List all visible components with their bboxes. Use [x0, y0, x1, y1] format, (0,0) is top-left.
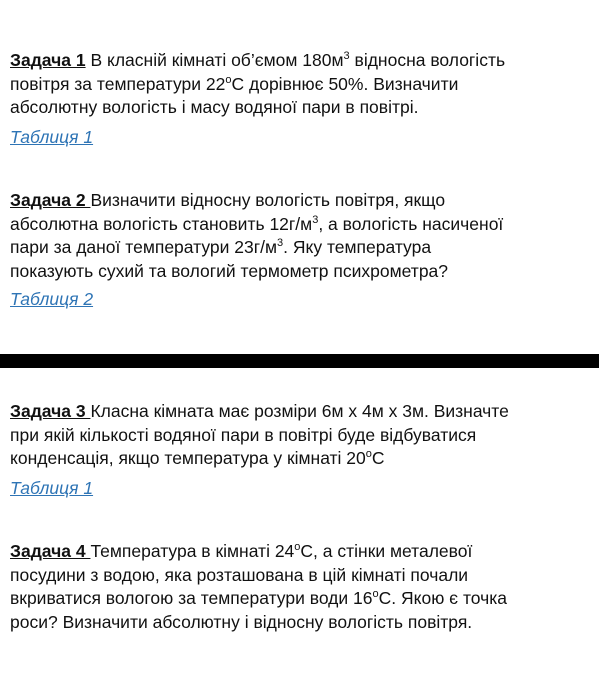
task-line: вкриватися вологою за температури води 16$^o$С. Якою є точка: [10, 588, 508, 608]
task-line: роси? Визначити абсолютну і відносну вологість повітря.: [10, 611, 473, 632]
task-line: повітря за температури 22$^o$С дорівнює 50%. Визначити: [10, 73, 459, 94]
task-2: [10, 189, 590, 283]
task-4: [10, 540, 590, 634]
task-line: конденсація, якщо температура у кімнаті 20$^o$С: [10, 448, 385, 468]
task-line: Температура в кімнаті 24$^o$С, а стінки металевої: [90, 541, 473, 561]
task-2-title: Задача 2: [10, 190, 91, 210]
task-line: при якій кількості водяної пари в повітрі буде відбуватися: [10, 424, 477, 445]
task-line: посудини з водою, яка розташована в цій кімнаті почали: [10, 564, 469, 585]
task-3: [10, 400, 590, 471]
table-2-link[interactable]: Таблиця 2: [10, 289, 94, 309]
task-line: показують сухий та вологий термометр психрометра?: [10, 260, 449, 281]
task-line: Визначити відносну вологість повітря, якщо: [90, 190, 446, 210]
task-line: В класній кімнаті об’ємом $180м^3$ відносна вологість: [85, 50, 506, 70]
task-line: пари за даної температури $23г/м^3$. Яку температура: [10, 237, 432, 257]
task-4-title: Задача 4: [10, 541, 91, 561]
task-line: абсолютна вологість становить $12г/м^3$, а вологість насиченої: [10, 213, 504, 234]
task-1: [10, 49, 590, 120]
table-1-link-2[interactable]: Таблиця 1: [10, 478, 94, 498]
table-1-link[interactable]: Таблиця 1: [10, 127, 94, 147]
task-1-title: Задача 1: [10, 50, 86, 70]
section-divider: [0, 354, 599, 368]
task-line: Класна кімната має розміри 6м х 4м х 3м. Визначте: [90, 401, 509, 421]
task-3-title: Задача 3: [10, 401, 91, 421]
task-line: абсолютну вологість і масу водяної пари в повітрі.: [10, 97, 419, 117]
